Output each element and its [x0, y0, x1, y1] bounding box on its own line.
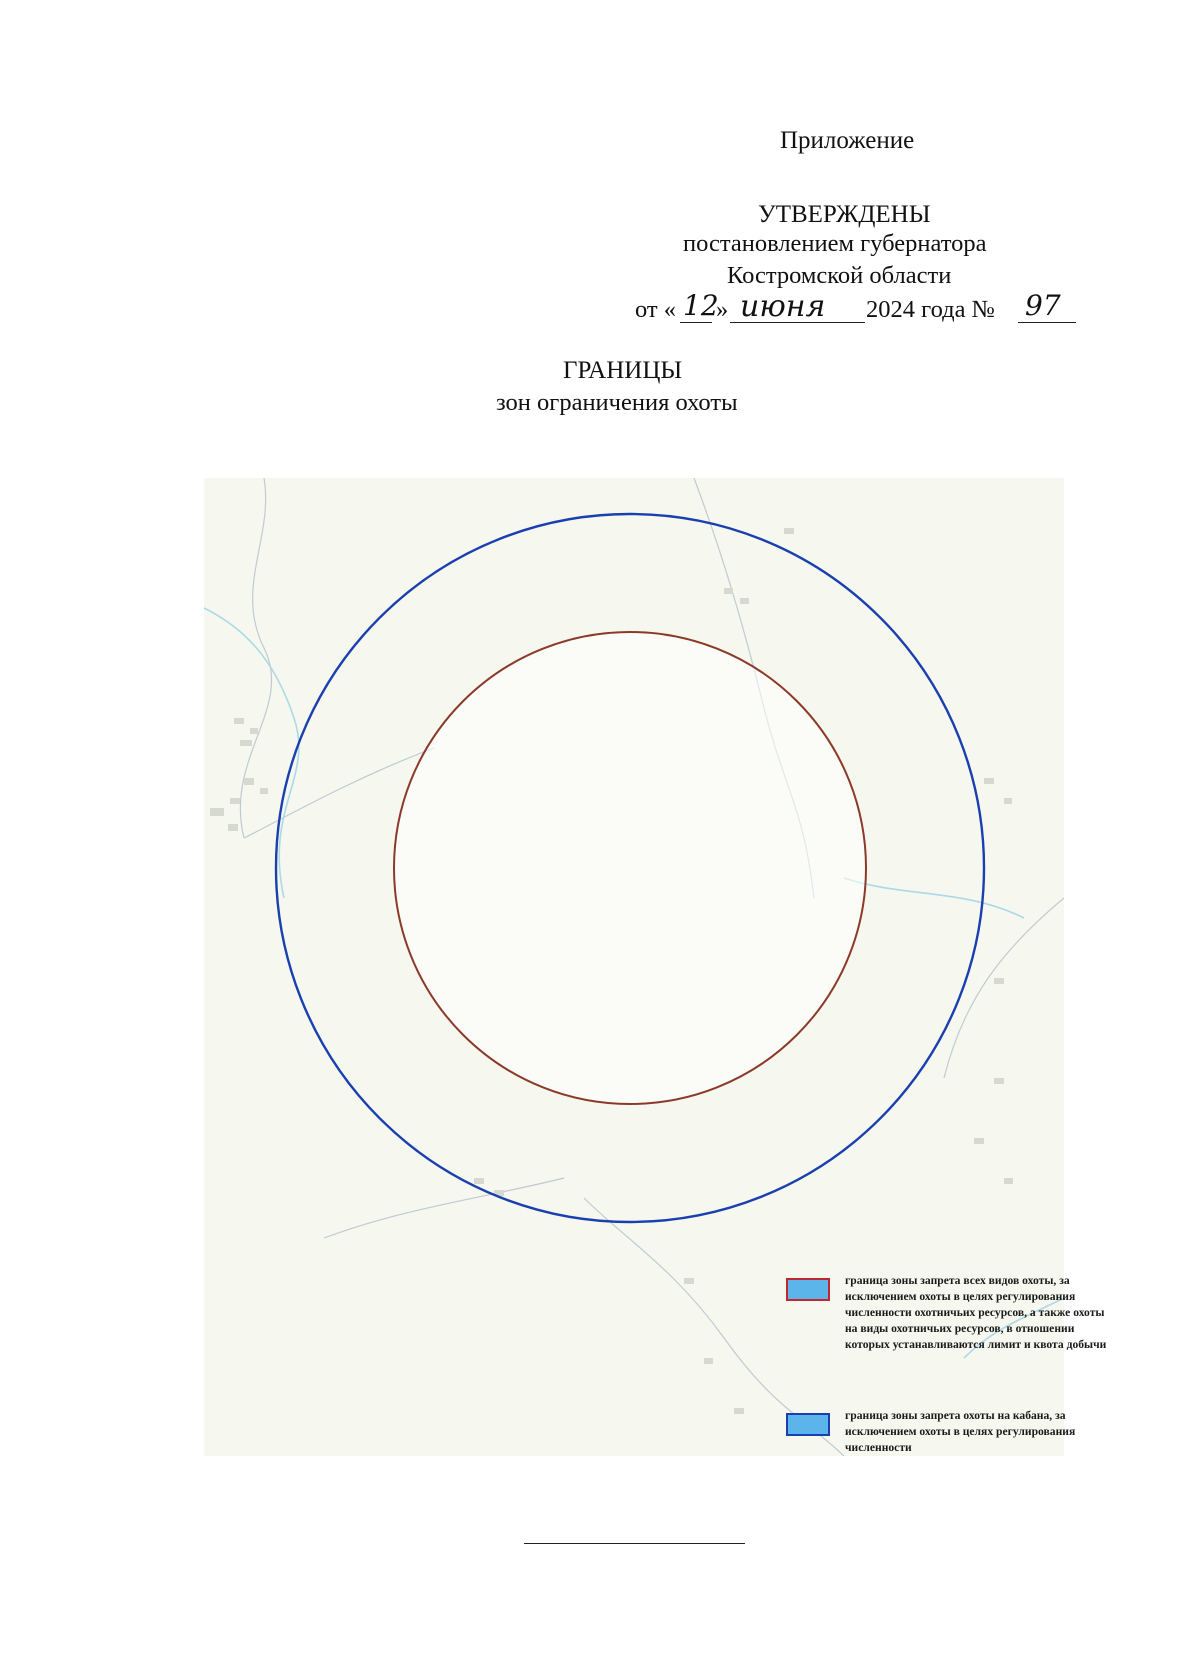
legend-text-boar-hunting-ban: граница зоны запрета охоты на кабана, за исключением охоты в целях регулирования численности — [845, 1409, 1076, 1454]
date-prefix: от « — [635, 296, 677, 323]
document-title: ГРАНИЦЫ — [563, 357, 683, 384]
appendix-label: Приложение — [780, 127, 915, 154]
approved-by-line-2: Костромской области — [727, 262, 952, 289]
decree-number-handwritten: 97 — [1025, 289, 1061, 322]
document-subtitle: зон ограничения охоты — [496, 389, 738, 416]
date-quote-close: » — [716, 296, 729, 323]
closing-separator-line — [524, 1543, 745, 1544]
date-day-handwritten: 12 — [683, 289, 719, 322]
all-hunting-ban-zone-border — [394, 632, 866, 1104]
date-year-text: 2024 года № — [866, 296, 995, 323]
legend-swatch-boar-hunting-ban — [786, 1413, 830, 1436]
legend-swatch-all-hunting-ban — [786, 1278, 830, 1301]
approved-by-line-1: постановлением губернатора — [683, 230, 987, 257]
legend-text-all-hunting-ban: граница зоны запрета всех видов охоты, за исключением охоты в целях регулирования численности охотничьих ресурсов, а также охоты на виды охотничьих ресурсов, в отношении которых устанавливаются лимит и квота добычи — [845, 1274, 1107, 1351]
decree-number-underline — [1018, 322, 1076, 323]
date-day-underline — [680, 322, 712, 323]
date-month-underline — [730, 322, 865, 323]
date-month-handwritten: июня — [740, 289, 826, 324]
approved-heading: УТВЕРЖДЕНЫ — [758, 201, 931, 228]
